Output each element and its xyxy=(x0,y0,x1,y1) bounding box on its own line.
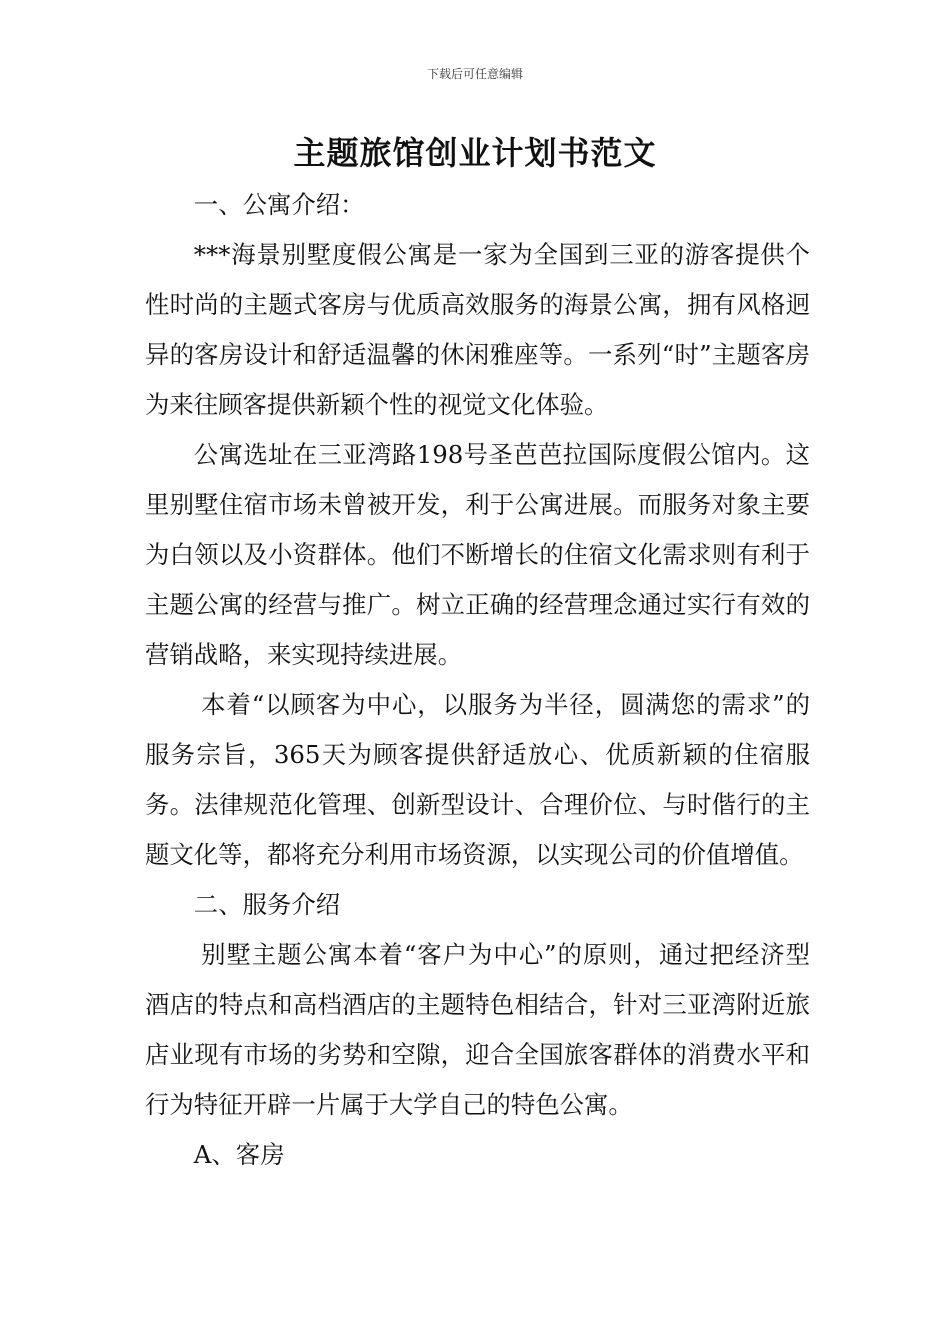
paragraph-service-philosophy: 本着“以顾客为中心，以服务为半径，圆满您的需求”的服务宗旨，365天为顾客提供舒适放心、优质新颖的住宿服务。法律规范化管理、创新型设计、合理价位、与时偕行的主题文化等，都将充分利用市场资源，以实现公司的价值增值。 xyxy=(145,690,810,869)
document-body xyxy=(145,180,810,1180)
section-heading-apartment-intro: 一、公寓介绍： xyxy=(193,190,365,219)
paragraph-service-details: 别墅主题公寓本着“客户为中心”的原则，通过把经济型酒店的特点和高档酒店的主题特色相结合，针对三亚湾附近旅店业现有市场的劣势和空隙，迎合全国旅客群体的消费水平和行为特征开辟一片属于大学自己的特色公寓。 xyxy=(145,940,810,1119)
header-note: 下载后可任意编辑 xyxy=(426,67,523,81)
section-heading-service-intro: 二、服务介绍 xyxy=(193,890,341,919)
paragraph-location: 公寓选址在三亚湾路198号圣芭芭拉国际度假公馆内。这里别墅住宿市场未曾被开发，利于公寓进展。而服务对象主要为白领以及小资群体。他们不断增长的住宿文化需求则有利于主题公寓的经营与推广。树立正确的经营理念通过实行有效的营销战略，来实现持续进展。 xyxy=(145,440,810,669)
document-title: 主题旅馆创业计划书范文 xyxy=(293,134,657,172)
paragraph-apartment-overview: ***海景别墅度假公寓是一家为全国到三亚的游客提供个性时尚的主题式客房与优质高效服务的海景公寓，拥有风格迥异的客房设计和舒适温馨的休闲雅座等。一系列“时”主题客房为来往顾客提供新颖个性的视觉文化体验。 xyxy=(145,240,810,419)
subsection-heading-rooms: A、客房 xyxy=(193,1140,285,1169)
